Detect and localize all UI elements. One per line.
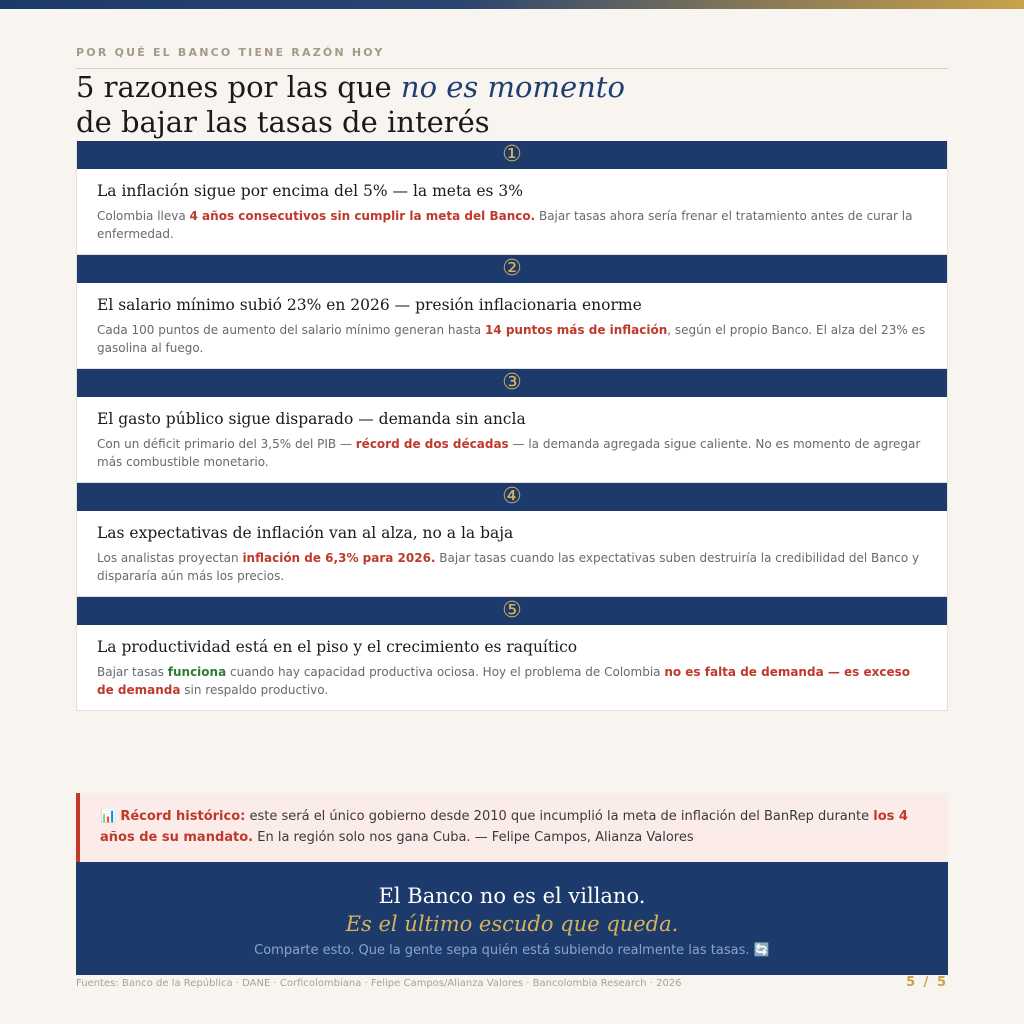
reason-number-badge: ② [77, 255, 947, 283]
reasons-list [76, 141, 948, 711]
banner-share-text: Comparte esto. Que la gente sepa quién está subiendo realmente las tasas. 🔄 [254, 943, 770, 958]
page-indicator: 5 / 5 [906, 975, 948, 990]
kicker-label: POR QUÉ EL BANCO TIENE RAZÓN HOY [76, 46, 385, 59]
banner-subheadline: Es el último escudo que queda. [345, 912, 679, 936]
chart-icon: 📊 [100, 809, 117, 824]
reason-description: Cada 100 puntos de aumento del salario mínimo generan hasta 14 puntos más de inflación, según el propio Banco. El alza del 23% es gasolina al fuego. [97, 323, 926, 355]
reason-highlight: 14 puntos más de inflación [484, 323, 668, 337]
sources-footer: Fuentes: Banco de la República · DANE · Corficolombiana · Felipe Campos/Alianza Valores · Bancolombia Research · 2026 [76, 978, 682, 989]
reason-number-badge: ③ [77, 369, 947, 397]
reason-description: Colombia lleva 4 años consecutivos sin cumplir la meta del Banco. Bajar tasas ahora sería frenar el tratamiento antes de curar la enfermedad. [97, 209, 913, 241]
reason-card-2 [76, 255, 948, 369]
reason-title: Las expectativas de inflación van al alza, no a la baja [97, 524, 514, 542]
title-part2: de bajar las tasas de interés [76, 105, 490, 139]
reason-highlight: 4 años consecutivos sin cumplir la meta del Banco. [189, 209, 536, 223]
page-title [76, 70, 948, 140]
reason-description: Con un déficit primario del 3,5% del PIB — récord de dos décadas — la demanda agregada sigue caliente. No es momento de agregar más combustible monetario. [97, 437, 921, 469]
kicker-divider [76, 68, 948, 69]
reason-title: El gasto público sigue disparado — demanda sin ancla [97, 410, 526, 428]
reason-highlight: récord de dos décadas [355, 437, 509, 451]
reason-title: La productividad está en el piso y el crecimiento es raquítico [97, 638, 578, 656]
record-callout: 📊 Récord histórico: este será el único gobierno desde 2010 que incumplió la meta de inflación del BanRep durante los 4 años de su mandato. En la región solo nos gana Cuba. — Felipe Campos, Alianza Valores [76, 793, 948, 862]
reason-title: La inflación sigue por encima del 5% — la meta es 3% [97, 182, 523, 200]
reason-description: Bajar tasas funciona cuando hay capacidad productiva ociosa. Hoy el problema de Colombia no es falta de demanda — es exceso de demanda sin respaldo productivo. [97, 665, 910, 697]
reason-highlight: no es falta de demanda — es exceso de demanda [97, 665, 910, 697]
banner-headline: El Banco no es el villano. [378, 884, 646, 908]
closing-banner [76, 862, 948, 975]
reason-number-badge: ④ [77, 483, 947, 511]
callout-highlight: los 4 años de su mandato. [100, 809, 908, 845]
reason-card-1 [76, 141, 948, 255]
reason-positive-highlight: funciona [167, 665, 227, 679]
reason-description: Los analistas proyectan inflación de 6,3% para 2026. Bajar tasas cuando las expectativas suben destruiría la credibilidad del Banco y dispararía aún más los precios. [97, 551, 920, 583]
title-part1: 5 razones por las que [76, 70, 401, 104]
reason-number-badge: ⑤ [77, 597, 947, 625]
title-emphasis: no es momento [400, 70, 625, 104]
reason-card-4 [76, 483, 948, 597]
reason-number-badge: ① [77, 141, 947, 169]
top-gradient-bar [0, 0, 1024, 9]
callout-label: Récord histórico: [120, 809, 246, 824]
reason-highlight: inflación de 6,3% para 2026. [242, 551, 436, 565]
reason-card-5 [76, 597, 948, 711]
reason-card-3 [76, 369, 948, 483]
reason-title: El salario mínimo subió 23% en 2026 — presión inflacionaria enorme [97, 296, 642, 314]
